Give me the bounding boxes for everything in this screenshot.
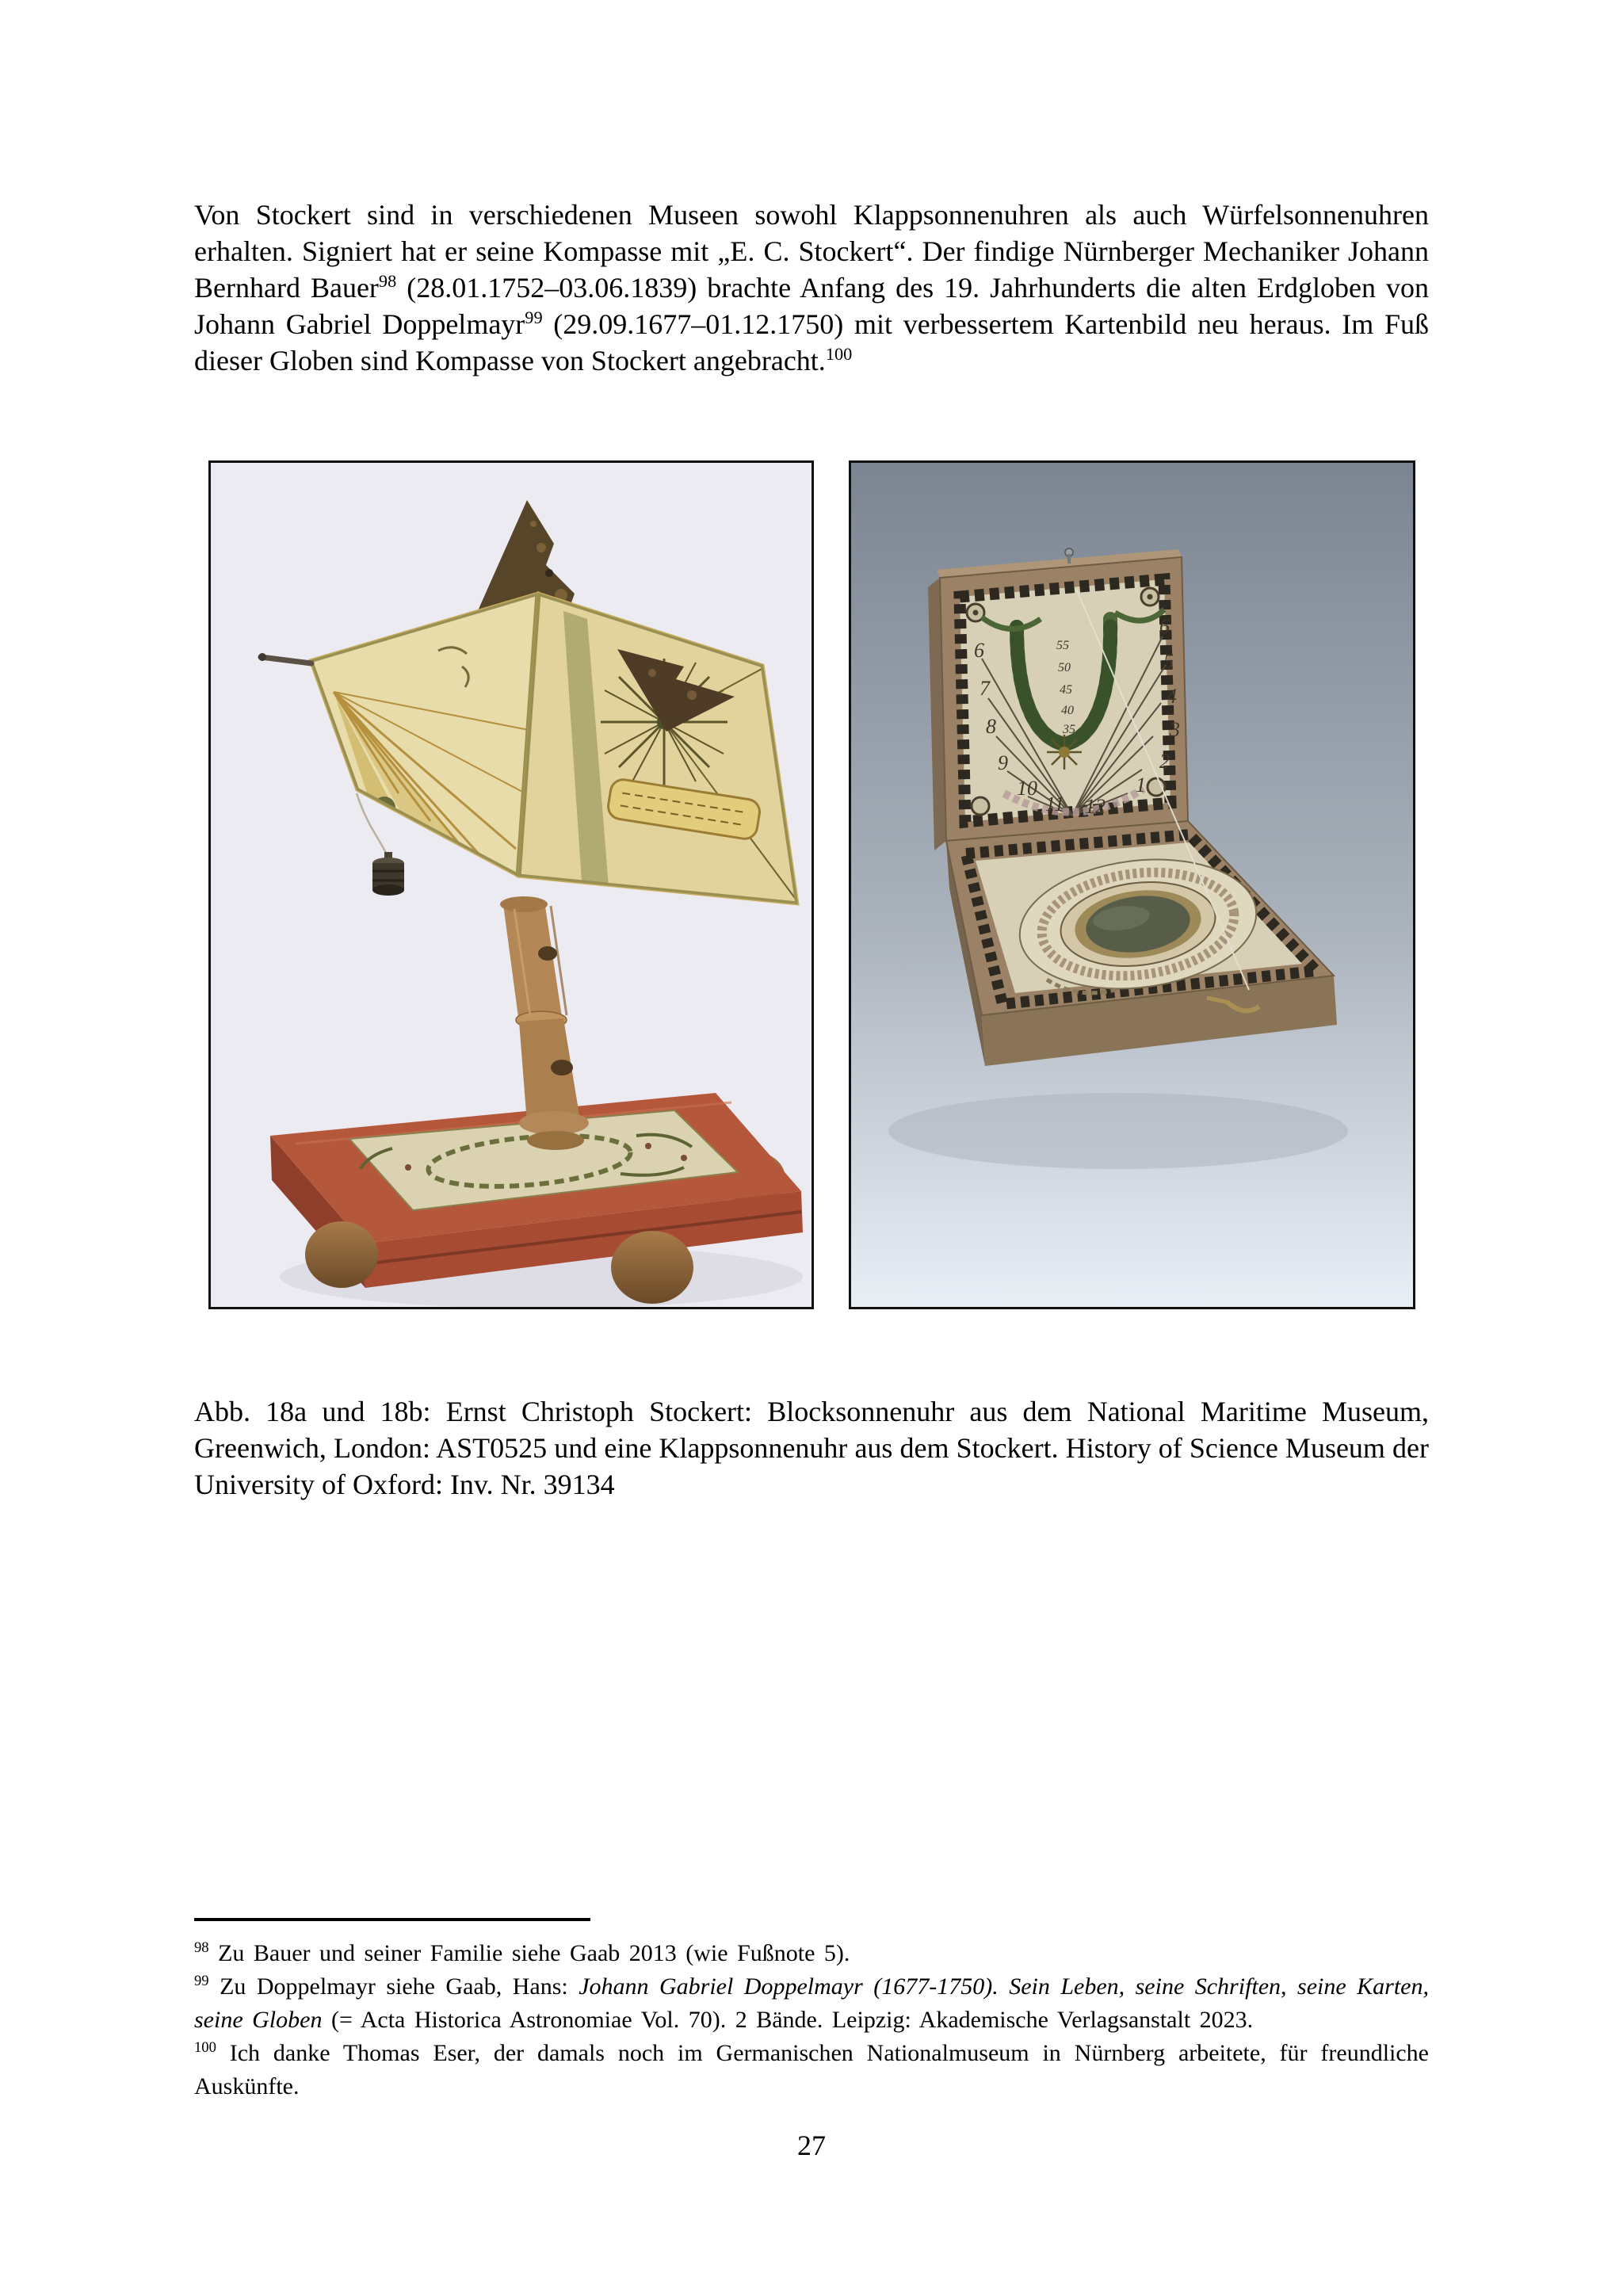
svg-text:12: 12 [1085, 795, 1106, 818]
footnote-100-text: Ich danke Thomas Eser, der damals noch im Germanischen Nationalmuseum in Nürnberg arbeitete, für freundliche Auskünfte. [194, 2040, 1429, 2099]
footnote-ref-99: 99 [525, 308, 543, 327]
svg-text:6: 6 [974, 639, 984, 662]
footnote-99-title: Johann Gabriel Doppelmayr (1677-1750). Sein Leben, seine Schriften, seine Karten, seine Globen [194, 1973, 1429, 2033]
svg-text:3: 3 [1170, 718, 1180, 741]
figure-caption [194, 1393, 1429, 1503]
body-paragraph [194, 197, 1429, 379]
footnote-99-text-end: (= Acta Historica Astronomiae Vol. 70). 2 Bände. Leipzig: Akademische Verlagsanstalt 2023. [322, 2007, 1254, 2033]
bun-foot [611, 1231, 693, 1304]
figure-caption-text: Abb. 18a und 18b: Ernst Christoph Stockert: Blocksonnenuhr aus dem National Maritime Museum, Greenwich, London: AST0525 und eine Klappsonnenuhr aus dem Stockert. History of Science Museum der University of Oxford: Inv. Nr. 39134 [194, 1396, 1429, 1500]
figure-18a-blocksonnenuhr-photo [208, 460, 814, 1309]
body-text-1: Von Stockert sind in verschiedenen Museen sowohl Klappsonnenuhren als auch Würfelsonnenuhren erhalten. Signiert hat er seine Kompasse mit „E. C. Stockert“. Der findige Nürnberger Mechaniker Johann Bernhard Bauer [194, 199, 1429, 304]
svg-text:9: 9 [998, 751, 1008, 774]
svg-text:7: 7 [980, 677, 990, 700]
svg-text:6: 6 [1159, 615, 1170, 638]
body-text-2: (28.01.1752–03.06.1839) brachte Anfang des 19. Jahrhunderts die alten Erdgloben von Johann Gabriel Doppelmayr [194, 272, 1430, 340]
klappsonnenuhr-illustration [849, 460, 1415, 1309]
footnote-99 [194, 1970, 1429, 2037]
svg-text:2: 2 [1159, 750, 1170, 773]
page-number: 27 [797, 2130, 826, 2161]
footnote-ref-100: 100 [825, 344, 853, 364]
svg-text:8: 8 [986, 715, 996, 738]
footnote-separator [194, 1918, 590, 1921]
svg-text:45: 45 [1060, 683, 1072, 697]
bun-foot [305, 1221, 378, 1288]
wood-knot [538, 946, 557, 961]
footnote-98-text: Zu Bauer und seiner Familie siehe Gaab 2013 (wie Fußnote 5). [208, 1940, 850, 1966]
svg-text:50: 50 [1058, 661, 1071, 674]
footnotes [194, 1937, 1429, 2103]
svg-text:11: 11 [1045, 793, 1065, 816]
footnote-100-marker: 100 [194, 2039, 216, 2056]
svg-text:10: 10 [1017, 777, 1037, 800]
svg-text:1: 1 [1136, 774, 1146, 797]
cast-shadow [888, 1093, 1348, 1169]
svg-text:5: 5 [1163, 650, 1174, 673]
svg-text:35: 35 [1063, 723, 1075, 736]
footnote-98-marker: 98 [194, 1939, 209, 1956]
vertical-leaf [928, 548, 1188, 850]
wood-knot [551, 1060, 573, 1075]
svg-text:55: 55 [1056, 639, 1069, 652]
figure-18b-klappsonnenuhr-photo [849, 460, 1415, 1309]
footnote-98 [194, 1937, 1429, 1970]
body-text-3: (29.09.1677–01.12.1750) mit verbessertem Kartenbild neu heraus. Im Fuß dieser Globen sind Kompasse von Stockert angebracht. [194, 308, 1430, 376]
footnote-100 [194, 2037, 1429, 2103]
footnote-99-text: Zu Doppelmayr siehe Gaab, Hans: [208, 1973, 579, 2000]
footnote-ref-98: 98 [378, 271, 397, 291]
svg-text:40: 40 [1061, 704, 1074, 717]
footnote-99-marker: 99 [194, 1973, 209, 1989]
svg-text:4: 4 [1167, 685, 1177, 708]
blocksonnenuhr-illustration [208, 460, 814, 1309]
